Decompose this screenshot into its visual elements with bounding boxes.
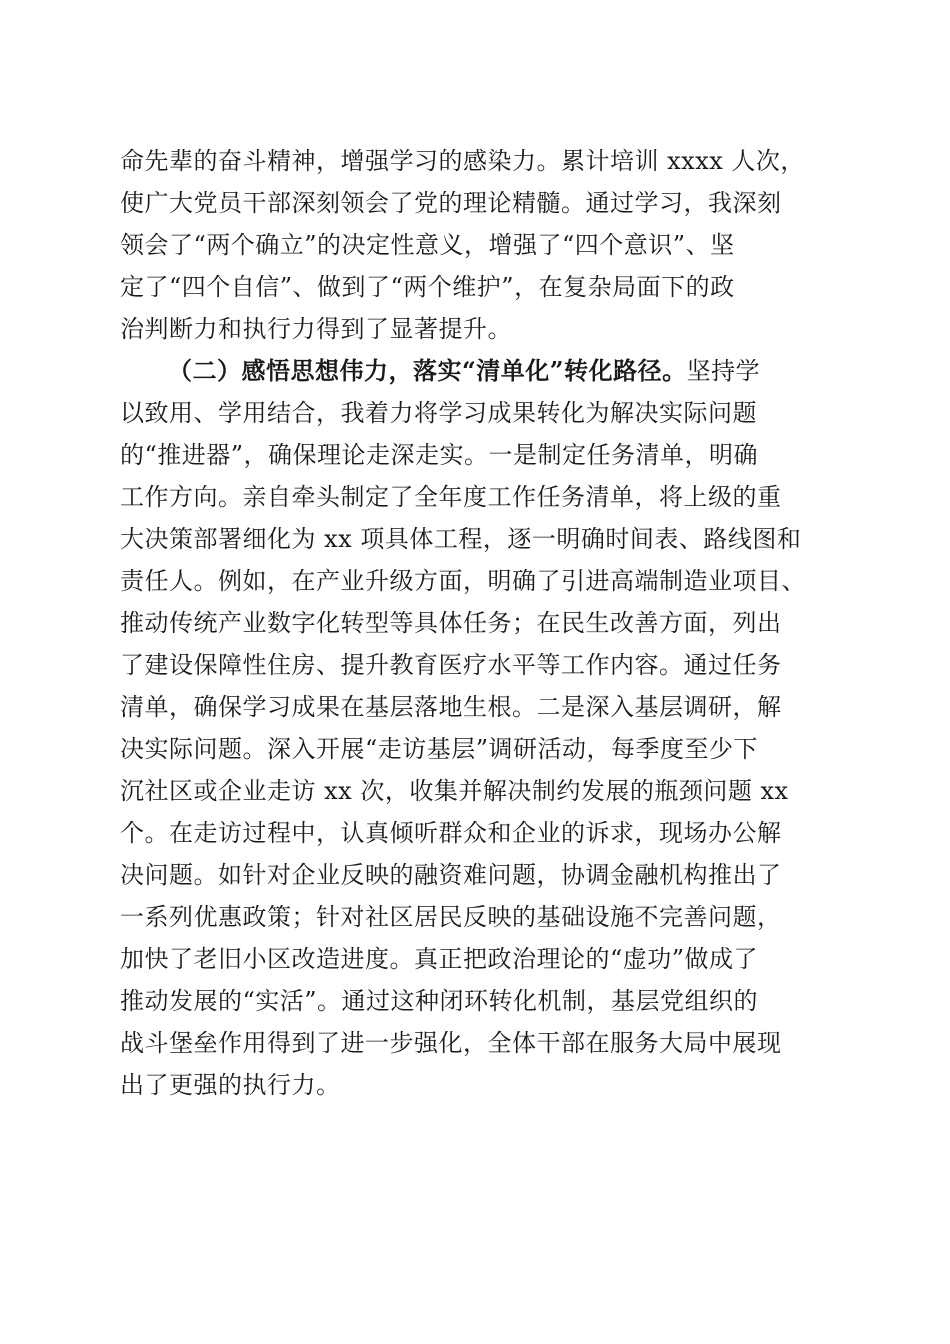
text-line: 的“推进器”，确保理论走深走实。一是制定任务清单，明确 [120,441,759,469]
text-line: 决实际问题。深入开展“走访基层”调研活动，每季度至少下 [120,735,759,763]
text-line: 一系列优惠政策；针对社区居民反映的基础设施不完善问题， [120,903,782,931]
text-line: 沉社区或企业走访 xx 次，收集并解决制约发展的瓶颈问题 xx [120,777,789,805]
section-heading: （二）感悟思想伟力，落实“清单化”转化路径。 [168,356,687,385]
text-line: 推动发展的“实活”。通过这种闭环转化机制，基层党组织的 [120,987,759,1015]
text-line: 命先辈的奋斗精神，增强学习的感染力。累计培训 xxxx 人次， [120,147,805,175]
section-heading-line [120,350,840,392]
text-line: 工作方向。亲自牵头制定了全年度工作任务清单，将上级的重 [120,483,782,511]
text-line: 定了“四个自信”、做到了“两个维护”，在复杂局面下的政 [120,273,735,301]
text-line: 加快了老旧小区改造进度。真正把政治理论的“虚功”做成了 [120,945,759,973]
text-line: 以致用、学用结合，我着力将学习成果转化为解决实际问题 [120,399,757,427]
text-line: 清单，确保学习成果在基层落地生根。二是深入基层调研，解 [120,693,782,721]
text-line: 治判断力和执行力得到了显著提升。 [120,315,512,343]
text-line: 战斗堡垒作用得到了进一步强化，全体干部在服务大局中展现 [120,1029,782,1057]
text-line: 出了更强的执行力。 [120,1071,341,1099]
text-line: 推动传统产业数字化转型等具体任务；在民生改善方面，列出 [120,609,782,637]
text-line: 决问题。如针对企业反映的融资难问题，协调金融机构推出了 [120,861,782,889]
section-heading-rest: 坚持学 [686,357,761,385]
text-line: 大决策部署细化为 xx 项具体工程，逐一明确时间表、路线图和 [120,525,802,553]
text-line: 个。在走访过程中，认真倾听群众和企业的诉求，现场办公解 [120,819,782,847]
text-line: 责任人。例如，在产业升级方面，明确了引进高端制造业项目、 [120,567,806,595]
text-line: 领会了“两个确立”的决定性意义，增强了“四个意识”、坚 [120,231,735,259]
text-line: 了建设保障性住房、提升教育医疗水平等工作内容。通过任务 [120,651,782,679]
text-line: 使广大党员干部深刻领会了党的理论精髓。通过学习，我深刻 [120,189,782,217]
document-body [120,140,840,1106]
